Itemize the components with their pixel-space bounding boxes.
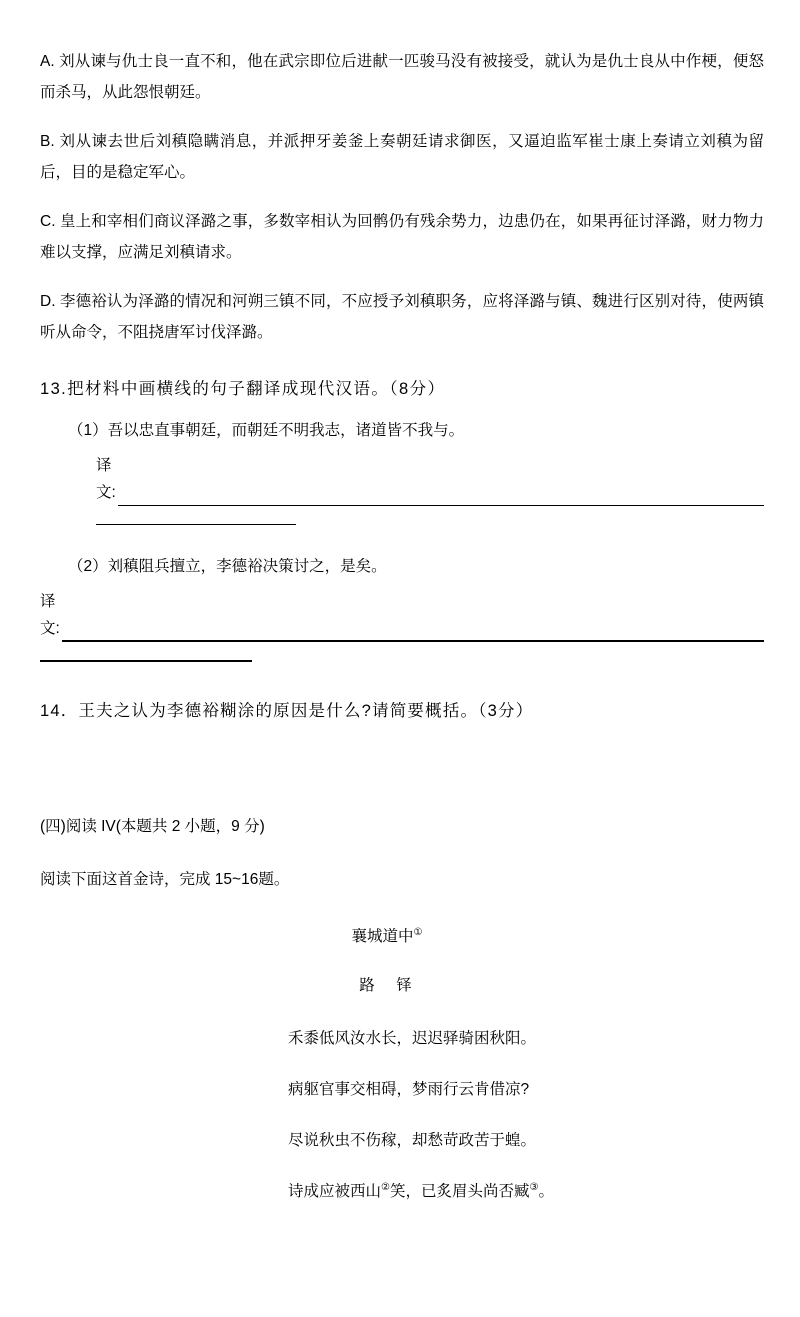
answer-label-2-line2: 文: — [40, 620, 60, 637]
answer-line-1[interactable] — [96, 479, 764, 506]
poem-author: 路 铎 — [359, 977, 415, 994]
poem-title-footnote-marker: ① — [413, 926, 423, 938]
option-a: A. 刘从谏与仇士良一直不和，他在武宗即位后进献一匹骏马没有被接受，就认为是仇士良从中作梗，便怒而杀马，从此怨恨朝廷。 — [40, 53, 764, 101]
option-b: B. 刘从谏去世后刘稹隐瞒消息，并派押牙姜釜上奏朝廷请求御医，又逼迫监军崔士康上奏请立刘稹为留后，目的是稳定军心。 — [40, 133, 764, 181]
answer-line-2[interactable] — [40, 615, 764, 642]
question-13-stem: 13.把材料中画横线的句子翻译成现代汉语。（8分） — [40, 380, 446, 398]
answer-rule-2-cont[interactable] — [40, 642, 252, 662]
poem-line-4-part1: 诗成应被西山 — [288, 1183, 382, 1200]
poem-line-2: 病躯官事交相碍，梦雨行云肯借凉? — [288, 1081, 530, 1098]
question-13-answer-1 — [40, 452, 764, 506]
answer-rule-2[interactable] — [62, 622, 764, 642]
question-13-item-1: （1）吾以忠直事朝廷，而朝廷不明我志，诸道皆不我与。 — [68, 422, 465, 439]
poem-footnote-marker-2: ② — [381, 1181, 390, 1193]
question-14-stem: 14．王夫之认为李德裕糊涂的原因是什么?请简要概括。（3分） — [40, 702, 534, 720]
question-13-answer-2 — [40, 588, 764, 642]
section-instruction: 阅读下面这首金诗，完成 15~16题。 — [40, 871, 290, 888]
section-heading: (四)阅读 IV(本题共 2 小题，9 分) — [40, 818, 265, 835]
poem-line-4 — [40, 1176, 764, 1207]
question-13-item-2: （2）刘稹阻兵擅立，李德裕决策讨之，是矣。 — [68, 558, 387, 575]
poem-title — [40, 921, 764, 952]
answer-label-1-line1: 译 — [96, 457, 112, 474]
poem-line-1: 禾黍低风汝水长，迟迟驿骑困秋阳。 — [288, 1030, 537, 1047]
answer-rule-1-cont[interactable] — [96, 506, 296, 525]
poem-footnote-marker-3: ③ — [529, 1181, 539, 1193]
poem-line-4-part2: 笑，已炙眉头尚否臧 — [389, 1183, 530, 1200]
poem-line-3: 尽说秋虫不伤稼，却愁苛政苦于蝗。 — [288, 1132, 537, 1149]
option-c: C. 皇上和宰相们商议泽潞之事，多数宰相认为回鹘仍有残余势力，边患仍在，如果再征讨泽潞，财力物力难以支撑，应满足刘稹请求。 — [40, 213, 764, 261]
answer-rule-1[interactable] — [118, 487, 764, 506]
option-d: D. 李德裕认为泽潞的情况和河朔三镇不同，不应授予刘稹职务，应将泽潞与镇、魏进行区别对待，使两镇听从命令，不阻挠唐军讨伐泽潞。 — [40, 293, 764, 341]
answer-label-2-line1: 译 — [40, 593, 56, 610]
poem-line-4-part3: 。 — [538, 1183, 554, 1200]
answer-label-1-line2: 文: — [96, 484, 116, 501]
poem-title-text: 襄城道中 — [351, 928, 414, 945]
